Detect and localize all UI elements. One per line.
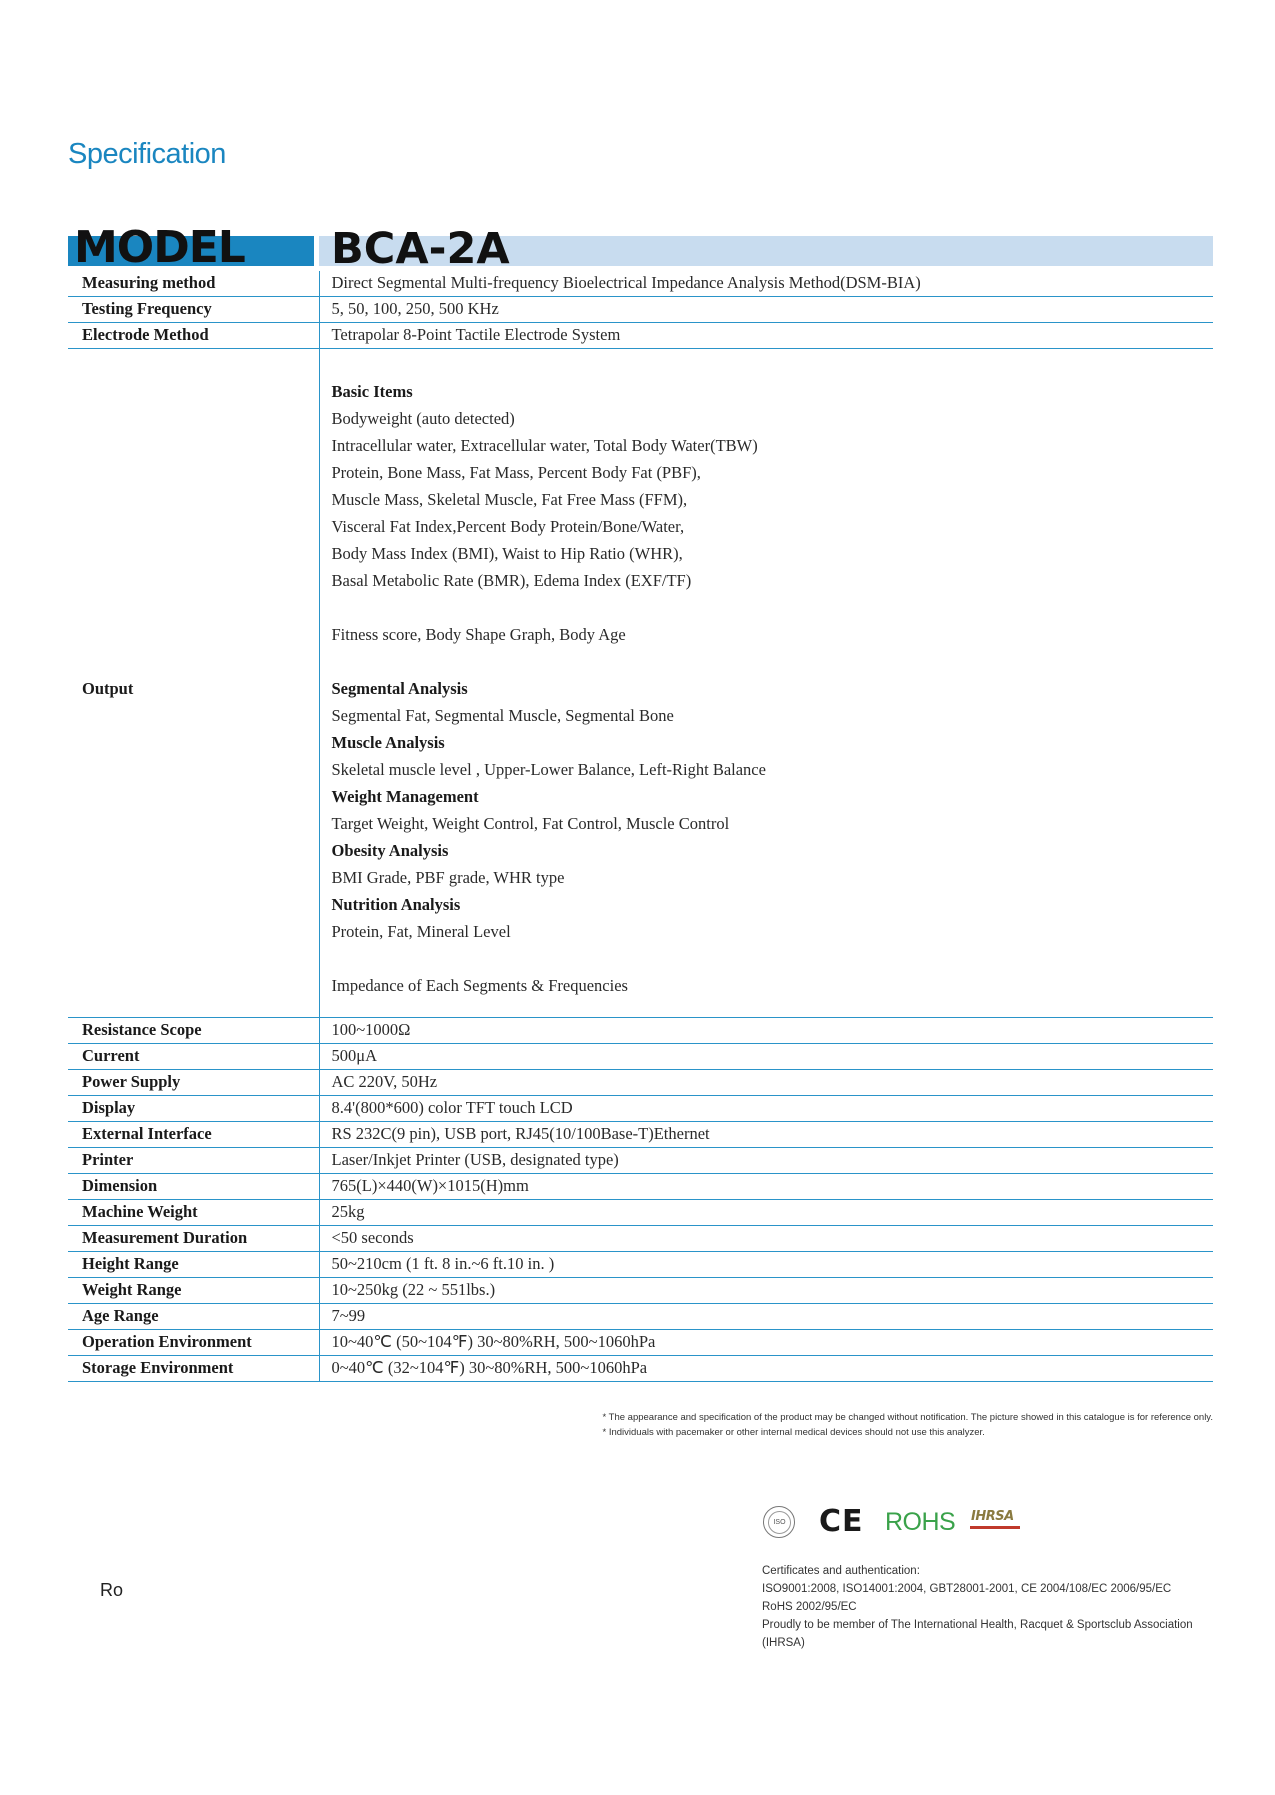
spec-value: 100~1000Ω bbox=[319, 1018, 1213, 1044]
model-label: MODEL bbox=[74, 222, 245, 273]
spec-row bbox=[68, 271, 1213, 297]
spec-label: Operation Environment bbox=[68, 1330, 319, 1356]
spec-row bbox=[68, 323, 1213, 349]
output-item: Basal Metabolic Rate (BMR), Edema Index (EXF/TF) bbox=[331, 571, 692, 590]
output-item: Body Mass Index (BMI), Waist to Hip Ratio (WHR), bbox=[331, 544, 683, 563]
output-item: Protein, Bone Mass, Fat Mass, Percent Body Fat (PBF), bbox=[331, 463, 701, 482]
output-item bbox=[332, 594, 1214, 621]
spec-row bbox=[68, 1070, 1213, 1096]
spec-label: Dimension bbox=[68, 1174, 319, 1200]
certificates-text bbox=[762, 1562, 1193, 1652]
output-item: Bodyweight (auto detected) bbox=[331, 409, 515, 428]
output-item: Fitness score, Body Shape Graph, Body Age bbox=[331, 625, 626, 644]
spec-label: Weight Range bbox=[68, 1278, 319, 1304]
spec-row bbox=[68, 1278, 1213, 1304]
spec-label: External Interface bbox=[68, 1122, 319, 1148]
spec-row bbox=[68, 1252, 1213, 1278]
output-heading: Nutrition Analysis bbox=[331, 895, 461, 914]
spec-row bbox=[68, 1200, 1213, 1226]
spec-row bbox=[68, 297, 1213, 323]
spec-value: Tetrapolar 8-Point Tactile Electrode System bbox=[319, 323, 1213, 349]
spec-label: Power Supply bbox=[68, 1070, 319, 1096]
spec-row bbox=[68, 1018, 1213, 1044]
spec-value: 765(L)×440(W)×1015(H)mm bbox=[319, 1174, 1213, 1200]
spec-table-body bbox=[68, 271, 1213, 1382]
certificate-line: (IHRSA) bbox=[762, 1637, 805, 1649]
spec-row bbox=[68, 1174, 1213, 1200]
spec-value: 10~40℃ (50~104℉) 30~80%RH, 500~1060hPa bbox=[319, 1330, 1213, 1356]
output-item: Muscle Mass, Skeletal Muscle, Fat Free Mass (FFM), bbox=[331, 490, 688, 509]
spec-label: Storage Environment bbox=[68, 1356, 319, 1382]
output-item: Skeletal muscle level , Upper-Lower Balance, Left-Right Balance bbox=[331, 760, 766, 779]
ce-logo-icon: CE bbox=[819, 1504, 864, 1539]
spec-value: 5, 50, 100, 250, 500 KHz bbox=[319, 297, 1213, 323]
spec-value: Laser/Inkjet Printer (USB, designated type) bbox=[319, 1148, 1213, 1174]
iso-logo-icon bbox=[763, 1506, 795, 1538]
spec-value: <50 seconds bbox=[319, 1226, 1213, 1252]
spec-value: 0~40℃ (32~104℉) 30~80%RH, 500~1060hPa bbox=[319, 1356, 1213, 1382]
spec-row bbox=[68, 1330, 1213, 1356]
spec-label: Current bbox=[68, 1044, 319, 1070]
spec-label: Display bbox=[68, 1096, 319, 1122]
output-item bbox=[332, 648, 1214, 675]
spec-label: Resistance Scope bbox=[68, 1018, 319, 1044]
output-list bbox=[319, 361, 1213, 1018]
spec-gap-cell bbox=[319, 349, 1213, 362]
certificate-line: Proudly to be member of The International Health, Racquet & Sportsclub Association bbox=[762, 1619, 1193, 1631]
iso-logo-text: ISO bbox=[768, 1511, 791, 1534]
spec-table bbox=[68, 271, 1213, 1382]
ihrsa-logo-text: IHRSA bbox=[971, 1509, 1014, 1524]
spec-row bbox=[68, 1304, 1213, 1330]
output-heading: Segmental Analysis bbox=[331, 679, 468, 698]
output-heading: Muscle Analysis bbox=[331, 733, 445, 752]
spec-row bbox=[68, 1226, 1213, 1252]
spec-value: 10~250kg (22 ~ 551lbs.) bbox=[319, 1278, 1213, 1304]
spec-value: 25kg bbox=[319, 1200, 1213, 1226]
spec-value: 7~99 bbox=[319, 1304, 1213, 1330]
output-item bbox=[332, 945, 1214, 972]
output-item: BMI Grade, PBF grade, WHR type bbox=[331, 868, 565, 887]
spec-value: 50~210cm (1 ft. 8 in.~6 ft.10 in. ) bbox=[319, 1252, 1213, 1278]
note-line: * Individuals with pacemaker or other internal medical devices should not use this analyzer. bbox=[602, 1427, 985, 1438]
note-line: * The appearance and specification of the product may be changed without notification. The picture showed in this catalogue is for reference only. bbox=[602, 1412, 1213, 1423]
spec-label: Measurement Duration bbox=[68, 1226, 319, 1252]
output-item: Visceral Fat Index,Percent Body Protein/Bone/Water, bbox=[331, 517, 685, 536]
certificate-line: ISO9001:2008, ISO14001:2004, GBT28001-2001, CE 2004/108/EC 2006/95/EC bbox=[762, 1583, 1172, 1595]
output-heading: Obesity Analysis bbox=[331, 841, 449, 860]
spec-value: Direct Segmental Multi-frequency Bioelectrical Impedance Analysis Method(DSM-BIA) bbox=[319, 271, 1213, 297]
rohs-logo-icon: ROHS bbox=[885, 1508, 956, 1536]
output-item: Protein, Fat, Mineral Level bbox=[331, 922, 511, 941]
spec-label: Age Range bbox=[68, 1304, 319, 1330]
spec-label: Output bbox=[68, 361, 319, 1018]
model-value: BCA-2A bbox=[331, 224, 510, 274]
spec-value: 8.4'(800*600) color TFT touch LCD bbox=[319, 1096, 1213, 1122]
certificate-line: RoHS 2002/95/EC bbox=[762, 1601, 857, 1613]
spec-label: Printer bbox=[68, 1148, 319, 1174]
certificate-line: Certificates and authentication: bbox=[762, 1565, 920, 1577]
model-label-block bbox=[68, 218, 314, 273]
spec-label: Machine Weight bbox=[68, 1200, 319, 1226]
spec-gap-cell bbox=[68, 349, 319, 362]
spec-row-output bbox=[68, 361, 1213, 1018]
output-item: Target Weight, Weight Control, Fat Control, Muscle Control bbox=[331, 814, 730, 833]
spec-value: AC 220V, 50Hz bbox=[319, 1070, 1213, 1096]
model-value-block bbox=[319, 218, 1213, 274]
output-heading: Weight Management bbox=[331, 787, 479, 806]
ihrsa-logo-icon bbox=[968, 1508, 1020, 1534]
spec-label: Electrode Method bbox=[68, 323, 319, 349]
ihrsa-logo-bar bbox=[970, 1526, 1020, 1529]
disclaimer-notes bbox=[603, 1410, 1214, 1440]
spec-value: 500μA bbox=[319, 1044, 1213, 1070]
output-item: Segmental Fat, Segmental Muscle, Segmental Bone bbox=[331, 706, 674, 725]
spec-label: Height Range bbox=[68, 1252, 319, 1278]
spec-row bbox=[68, 1356, 1213, 1382]
output-heading: Basic Items bbox=[331, 382, 413, 401]
spec-row bbox=[68, 1122, 1213, 1148]
spec-gap-row bbox=[68, 349, 1213, 362]
spec-row bbox=[68, 1096, 1213, 1122]
output-item: Intracellular water, Extracellular water, Total Body Water(TBW) bbox=[331, 436, 758, 455]
spec-row bbox=[68, 1044, 1213, 1070]
section-title: Specification bbox=[68, 138, 226, 170]
footer-text: Ro bbox=[100, 1580, 124, 1600]
spec-value: RS 232C(9 pin), USB port, RJ45(10/100Base-T)Ethernet bbox=[319, 1122, 1213, 1148]
output-item: Impedance of Each Segments & Frequencies bbox=[331, 976, 628, 995]
model-header bbox=[68, 218, 1213, 274]
spec-row bbox=[68, 1148, 1213, 1174]
spec-label: Measuring method bbox=[68, 271, 319, 297]
spec-label: Testing Frequency bbox=[68, 297, 319, 323]
